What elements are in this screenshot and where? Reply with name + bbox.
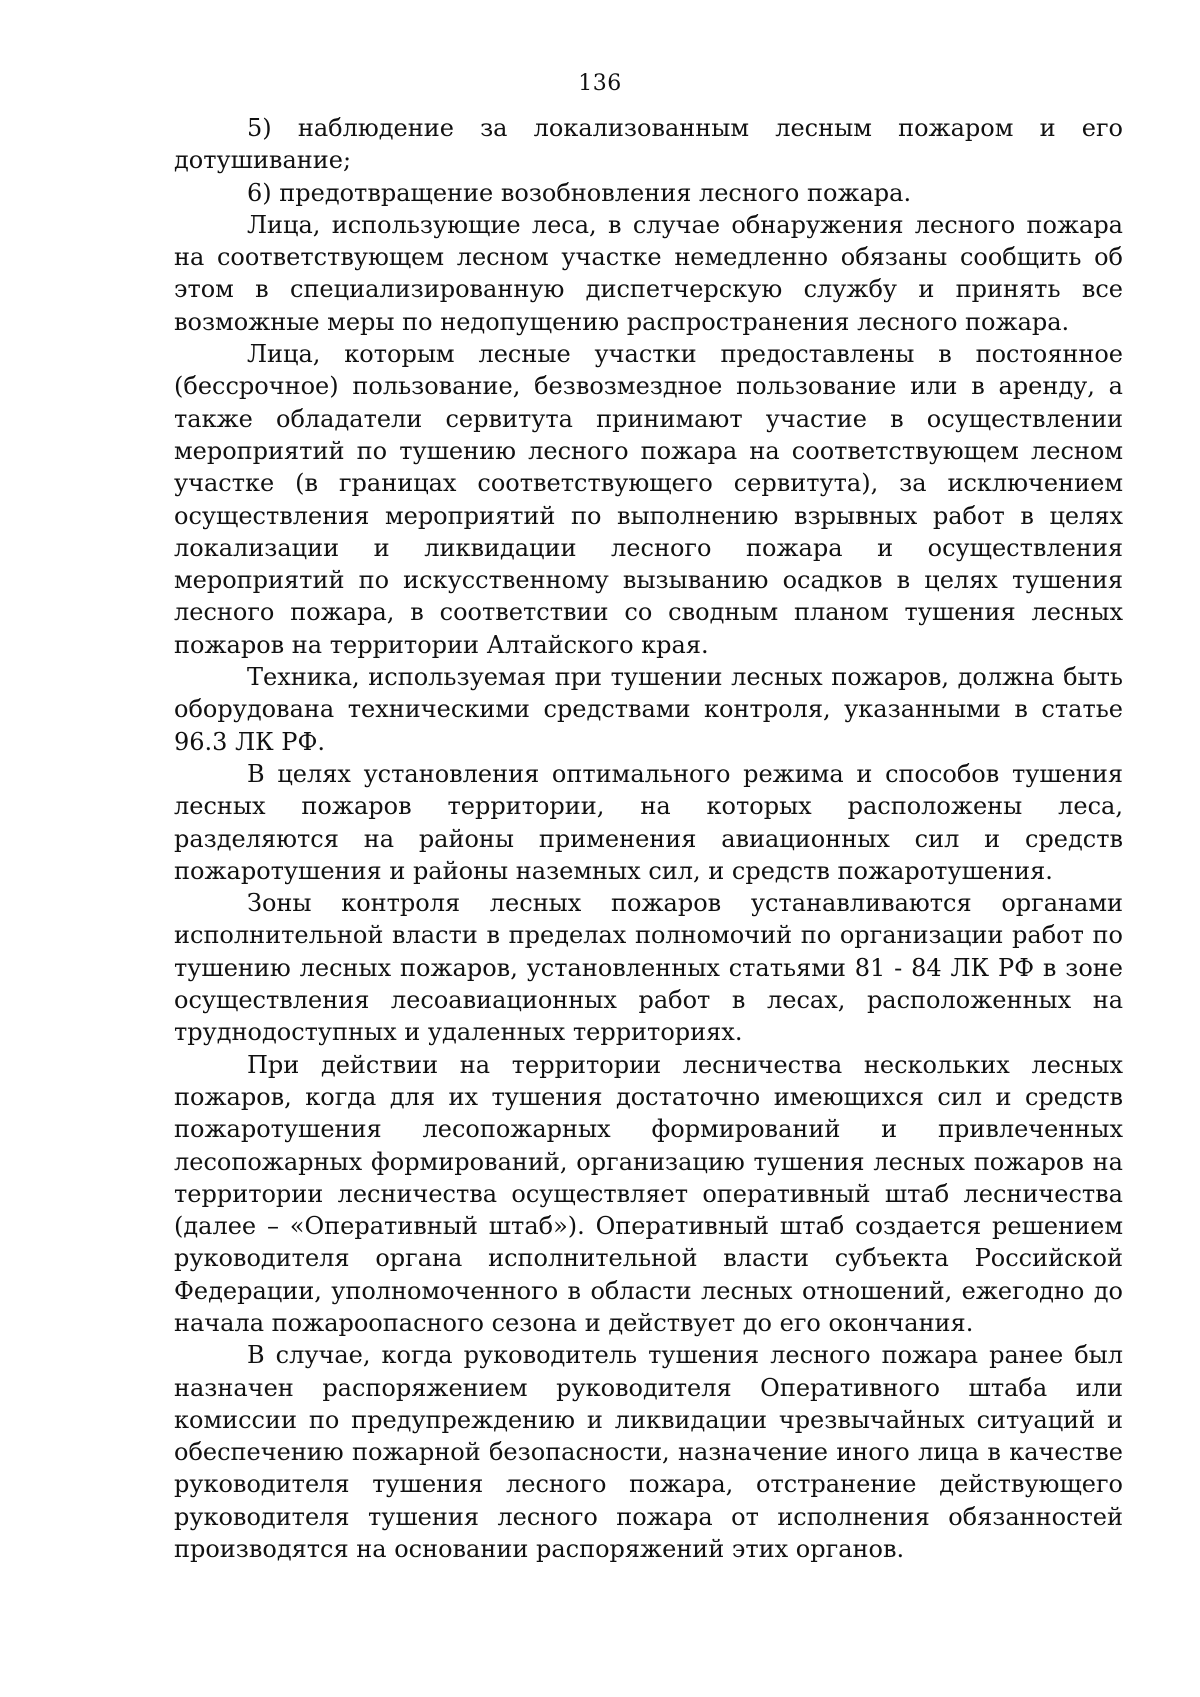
paragraph-operational-hq: При действии на территории лесничества нескольких лесных пожаров, когда для их тушения достаточно имеющихся сил и средств пожаротушения лесопожарных формирований и привлеченных лесопожарных формирований, организацию тушения лесных пожаров на территории лесничества осуществляет оперативный штаб лесничества (далее – «Оперативный штаб»). Оперативный штаб создается решением руководителя органа исполнительной власти субъекта Российской Федерации, уполномоченного в области лесных отношений, ежегодно до начала пожароопасного сезона и действует до его окончания. [174, 1050, 1123, 1337]
paragraph-item-6: 6) предотвращение возобновления лесного пожара. [247, 178, 912, 207]
body-text [174, 112, 1123, 1565]
page-number: 136 [578, 71, 622, 96]
paragraph-equipment-control: Техника, используемая при тушении лесных пожаров, должна быть оборудована техническими средствами контроля, указанными в статье 96.3 ЛК РФ. [174, 663, 1123, 756]
paragraph-item-5: 5) наблюдение за локализованным лесным пожаром и его дотушивание; [174, 114, 1123, 175]
paragraph-control-zones: Зоны контроля лесных пожаров устанавливаются органами исполнительной власти в пределах полномочий по организации работ по тушению лесных пожаров, установленных статьями 81 - 84 ЛК РФ в зоне осуществления лесоавиационных работ в лесах, расположенных на труднодоступных и удаленных территориях. [174, 889, 1123, 1047]
paragraph-lease-holders: Лица, которым лесные участки предоставлены в постоянное (бессрочное) пользование, безвозмездное пользование или в аренду, а также обладатели сервитута принимают участие в осуществлении мероприятий по тушению лесного пожара на соответствующем лесном участке (в границах соответствующего сервитута), за исключением осуществления мероприятий по выполнению взрывных работ в целях локализации и ликвидации лесного пожара и осуществления мероприятий по искусственному вызыванию осадков в целях тушения лесного пожара, в соответствии со сводным планом тушения лесных пожаров на территории Алтайского края. [174, 340, 1123, 659]
paragraph-forest-users-duty: Лица, использующие леса, в случае обнаружения лесного пожара на соответствующем лесном участке немедленно обязаны сообщить об этом в специализированную диспетчерскую службу и принять все возможные меры по недопущению распространения лесного пожара. [174, 210, 1123, 336]
paragraph-fire-chief-appointment: В случае, когда руководитель тушения лесного пожара ранее был назначен распоряжением руководителя Оперативного штаба или комиссии по предупреждению и ликвидации чрезвычайных ситуаций и обеспечению пожарной безопасности, назначение иного лица в качестве руководителя тушения лесного пожара, отстранение действующего руководителя тушения лесного пожара от исполнения обязанностей производятся на основании распоряжений этих органов. [174, 1341, 1123, 1564]
paragraph-firefighting-zones: В целях установления оптимального режима и способов тушения лесных пожаров территории, на которых расположены леса, разделяются на районы применения авиационных сил и средств пожаротушения и районы наземных сил, и средств пожаротушения. [174, 759, 1123, 885]
